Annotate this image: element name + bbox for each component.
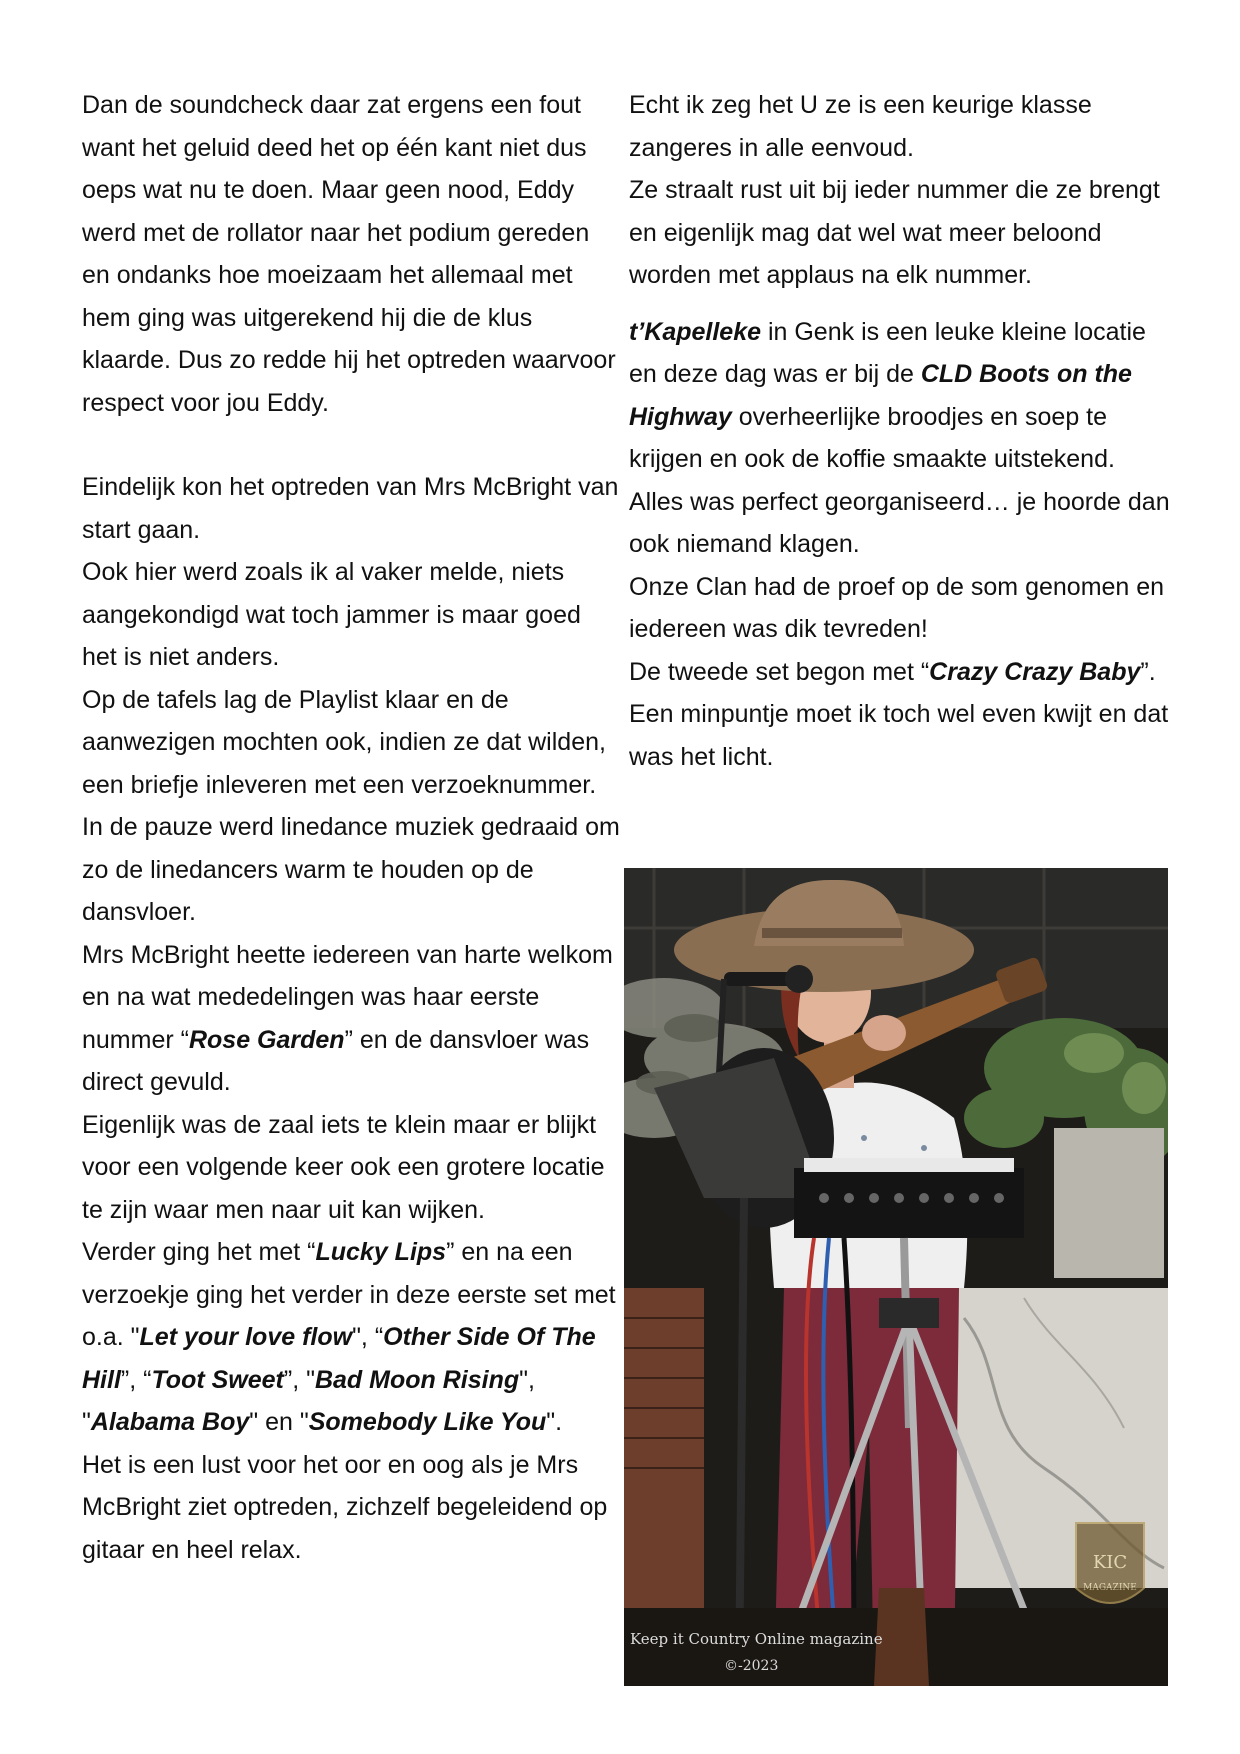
paragraph-calm: Ze straalt rust uit bij ieder nummer die ze brengt en eigenlijk mag dat wel wat meer beloond worden met applaus na elk nummer.: [629, 176, 1160, 289]
event-name: CLD Boots on the Highway: [629, 360, 1132, 431]
kic-logo-subtext: MAGAZINE: [1083, 1583, 1137, 1593]
paragraph-start: Eindelijk kon het optreden van Mrs McBright van start gaan.: [82, 473, 619, 544]
copyright-text: ©-2023: [724, 1658, 779, 1674]
kic-logo-text: KIC: [1092, 1552, 1128, 1573]
song-title: Toot Sweet: [151, 1365, 284, 1394]
song-title: Other Side Of The Hill: [82, 1323, 596, 1394]
song-title: Alabama Boy: [90, 1408, 250, 1436]
paragraph-first-set: Verder ging het met “Lucky Lips” en na een verzoekje ging het verder in deze eerste set met o.a. "Let your love flow", “Other Side Of The Hill”, “Toot Sweet”, "Bad Moon Rising", "Alabama Boy" en "Somebody Like You".: [82, 1238, 616, 1436]
song-title: Crazy Crazy Baby: [929, 657, 1141, 686]
song-title: Rose Garden: [188, 1025, 345, 1054]
paragraph-soundcheck: Dan de soundcheck daar zat ergens een fout want het geluid deed het op één kant niet dus oeps wat nu te doen. Maar geen nood, Eddy werd met de rollator naar het podium gereden en ondanks hoe moeizaam het allemaal met hem ging was uitgerekend hij die de klus klaarde. Dus zo redde hij het optreden waarvoor respect voor jou Eddy.: [82, 91, 616, 417]
paragraph-venue-size: Eigenlijk was de zaal iets te klein maar er blijkt voor een volgende keer ook een grotere locatie te zijn waar men naar uit kan wijken.: [82, 1110, 605, 1224]
song-title: Lucky Lips: [315, 1238, 447, 1266]
paragraph-clan: Onze Clan had de proef op de som genomen en iedereen was dik tevreden!: [629, 572, 1165, 643]
paragraph-pause: In de pauze werd linedance muziek gedraaid om zo de linedancers warm te houden op de dansvloer.: [82, 813, 620, 926]
right-column: [629, 84, 1174, 778]
song-title: Bad Moon Rising: [314, 1365, 520, 1394]
paragraph-lust: Het is een lust voor het oor en oog als je Mrs McBright ziet optreden, zichzelf begeleidend op gitaar en heel relax.: [82, 1450, 608, 1564]
paragraph-welcome: Mrs McBright heette iedereen van harte welkom en na wat mededelingen was haar eerste nummer “Rose Garden” en de dansvloer was direct gevuld.: [82, 940, 613, 1096]
song-title: Let your love flow: [139, 1323, 353, 1351]
paragraph-light: Een minpuntje moet ik toch wel even kwijt en dat was het licht.: [629, 700, 1169, 771]
paragraph-second-set: De tweede set begon met “Crazy Crazy Baby”.: [629, 657, 1156, 686]
venue-name: t’Kapelleke: [629, 317, 762, 346]
left-column: [82, 84, 622, 1571]
song-title: Somebody Like You: [308, 1408, 547, 1436]
concert-photo: [624, 868, 1168, 1686]
paragraph-playlist: Op de tafels lag de Playlist klaar en de aanwezigen mochten ook, indien ze dat wilden, een briefje inleveren met een verzoeknummer.: [82, 685, 606, 799]
paragraph-class: Echt ik zeg het U ze is een keurige klasse zangeres in alle eenvoud.: [629, 91, 1092, 162]
watermark-text: Keep it Country Online magazine: [630, 1630, 883, 1648]
paragraph-announcement: Ook hier werd zoals ik al vaker melde, niets aangekondigd wat toch jammer is maar goed het is niet anders.: [82, 558, 581, 671]
paragraph-location: t’Kapelleke in Genk is een leuke kleine locatie en deze dag was er bij de CLD Boots on the Highway overheerlijke broodjes en soep te krijgen en ook de koffie smaakte uitstekend. Alles was perfect georganiseerd… je hoorde dan ook niemand klagen.: [629, 317, 1170, 558]
